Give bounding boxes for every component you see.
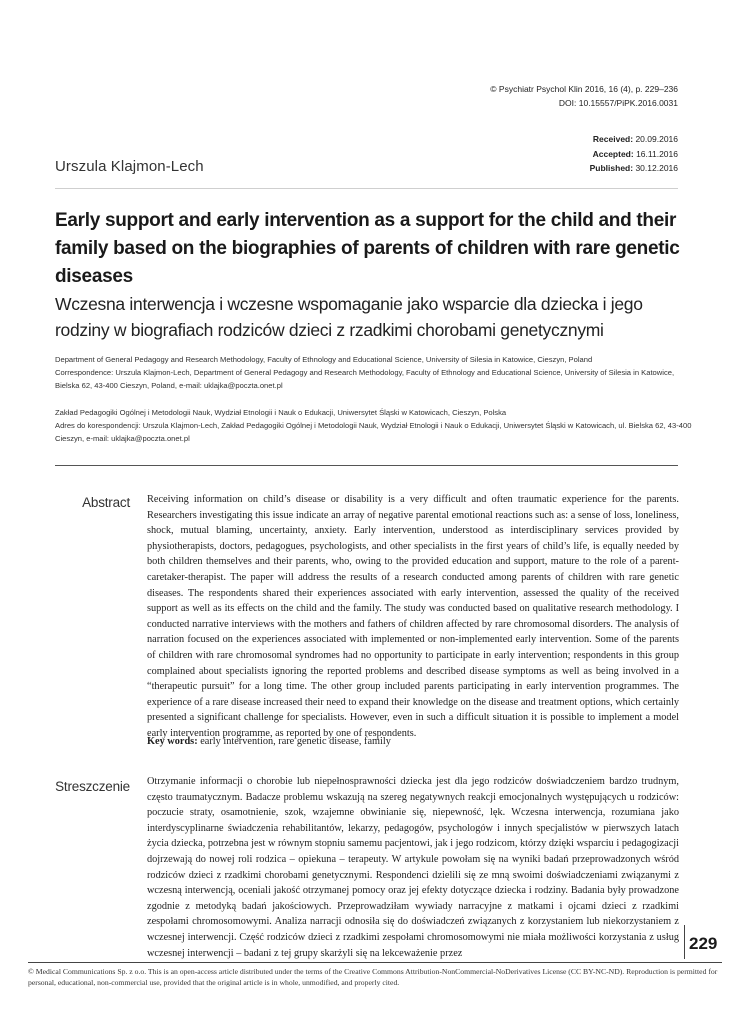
- correspondence-pl: Adres do korespondencji: Urszula Klajmon-Lech, Zakład Pedagogiki Ogólnej i Metodologii Nauk, Wydział Etnologii i Nauk o Edukacji, Uniwersytet Śląski w Katowicach, ul. Bielska 62, 43-400 Cieszyn, e-mail: uklajka@poczta.onet.pl: [55, 421, 692, 443]
- article-title-en: Early support and early intervention as a support for the child and their family based on the biographies of parents of children with rare genetic diseases: [55, 210, 680, 287]
- page-number-divider: [684, 925, 685, 959]
- department-en: Department of General Pedagogy and Research Methodology, Faculty of Ethnology and Educational Science, University of Silesia in Katowice, Cieszyn, Poland: [55, 355, 593, 364]
- accepted-date: [590, 147, 678, 162]
- received-label: Received:: [592, 134, 634, 144]
- published-value: 30.12.2016: [635, 163, 678, 173]
- journal-citation: © Psychiatr Psychol Klin 2016, 16 (4), p. 229–236: [490, 84, 678, 94]
- abstract-heading: Abstract: [82, 495, 130, 510]
- streszczenie-text: Otrzymanie informacji o chorobie lub niepełnosprawności dziecka jest dla jego rodziców doświadczeniem bardzo trudnym, często traumatycznym. Badacze problemu wskazują na szereg negatywnych reakcji emocjonalnych występujących u rodziców: poczucie straty, osamotnienie, szok, wzajemne obwinianie się, niepewność, lęk. Wczesna interwencja, rozumiana jako interdyscyplinarne świadczenia rehabilitantów, lekarzy, pedagogów, psychologów i innych specjalistów w pierwszych latach życia dziecka, potrzebna jest w równym stopniu samemu pacjentowi, jak i jego rodzicom, którzy dzięki wsparciu i pedagogizacji dojrzewają do nowej roli rodzica – opiekuna – terapeuty. W artykule powołam się na wyniki badań przeprowadzonych wśród rodziców dzieci z rzadkimi chorobami genetycznymi. Respondenci dzielili się ze mną swoimi doświadczeniami związanymi z wczesną interwencją, oceniali jakość otrzymanej pomocy oraz jej efekty dotyczące dziecka i rodziny. Badania były prowadzone zgodnie z metodyką badań jakościowych. Przeprowadziłam wywiady narracyjne z matkami i ojcami dzieci z rzadkimi zespołami chromosomowymi. Analiza narracji odnosiła się do doświadczeń związanych z korzystaniem lub niekorzystaniem z wczesnej interwencji. Część rodziców dzieci z rzadkimi zespołami chromosomowymi nie miała możliwości korzystania z usług wczesnej interwencji – badani z tej grupy skarżyli się na lekceważenie przez: [147, 776, 679, 959]
- correspondence-en: Correspondence: Urszula Klajmon-Lech, Department of General Pedagogy and Research Methodology, Faculty of Ethnology and Educational Science, University of Silesia in Katowice, Bielska 62, 43-400 Cieszyn, Poland, e-mail: uklajka@poczta.onet.pl: [55, 368, 675, 390]
- accepted-label: Accepted:: [592, 148, 634, 159]
- affiliation-en: [55, 353, 695, 392]
- received-value: 20.09.2016: [635, 134, 678, 144]
- dates-block: [590, 132, 678, 176]
- published-date: [590, 161, 678, 176]
- abstract-text: Receiving information on child’s disease or disability is a very difficult and often traumatic experience for the parents. Researchers investigating this issue indicate an array of negative parental emotional reactions such as: a sense of loss, loneliness, shock, mutual blaming, uncertainty, anxiety. Early intervention, understood as interdisciplinary services provided by physiotherapists, doctors, pedagogues, psychologists, and other specialists in the first years of child’s life, is equally needed by both children themselves and their parents, who, owing to the provided education and support, mature to the role of a parent-caretaker-therapist. The paper will address the results of a research conducted among parents of children with rare genetic diseases. The respondents shared their experiences associated with early intervention, assessed the quality of the received support as well as its effects on the child and the family. The study was conducted based on qualitative research methodology. I conducted narrative interviews with the mothers and fathers of children affected by rare chromosomal disorders. The analysis of narration focused on the experiences associated with implemented or non-implemented early intervention. Some of the parents of children with rare chromosomal syndromes had no opportunity to participate in early intervention; respondents in this group complained about specialists ignoring the reported problems and described disease symptoms as well as being involved in a “therapeutic pursuit” for a long time. The other group included parents participating in early intervention programmes. The experience of a rare disease increased their need to expand their knowledge on the disease and treatment options, which certainly presented a significant challenge for specialists. However, even in such a difficult situation it is possible to implement a model early intervention programme, as reported by one of respondents.: [147, 494, 679, 739]
- received-date: [590, 132, 678, 147]
- citation-block: [490, 82, 678, 110]
- published-label: Published:: [589, 163, 634, 173]
- accepted-value: 16.11.2016: [636, 148, 678, 159]
- streszczenie-heading: Streszczenie: [55, 779, 130, 794]
- license-notice: © Medical Communications Sp. z o.o. This is an open-access article distributed under the terms of the Creative Commons Attribution-NonCommercial-NoDerivatives License (CC BY-NC-ND). Reproduction is permitted for personal, educational, non-commercial use, provided that the original article is in whole, unmodified, and properly cited.: [28, 967, 718, 987]
- keywords-label: Key words:: [147, 736, 198, 747]
- article-title-pl: Wczesna interwencja i wczesne wspomaganie jako wsparcie dla dziecka i jego rodziny w biografiach rodziców dzieci z rzadkimi chorobami genetycznymi: [55, 294, 643, 340]
- keywords-value: early intervention, rare genetic disease, family: [200, 736, 391, 747]
- author-name: Urszula Klajmon-Lech: [55, 158, 204, 175]
- keywords-line: [147, 734, 679, 750]
- header-divider: [55, 188, 678, 189]
- doi: DOI: 10.15557/PiPK.2016.0031: [558, 98, 678, 108]
- affiliation-pl: [55, 406, 695, 445]
- page-number: 229: [689, 934, 718, 953]
- footer-divider: [28, 962, 722, 963]
- abstract-divider: [55, 465, 678, 466]
- department-pl: Zakład Pedagogiki Ogólnej i Metodologii Nauk, Wydział Etnologii i Nauk o Edukacji, Uniwersytet Śląski w Katowicach, Cieszyn, Polska: [55, 408, 507, 417]
